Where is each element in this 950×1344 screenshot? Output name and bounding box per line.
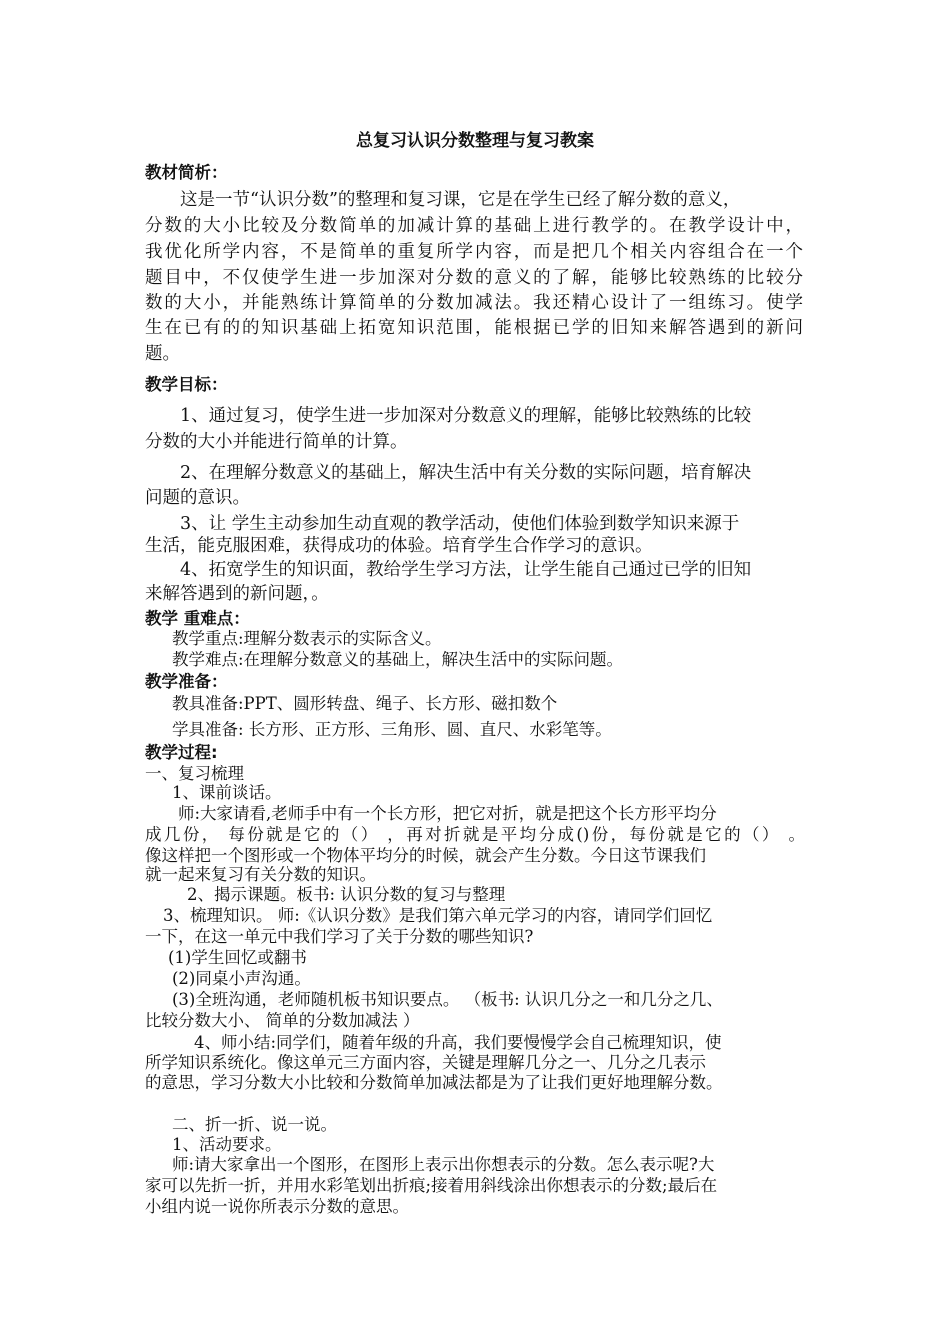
key-heading: 教学 重难点： xyxy=(145,609,250,628)
process-line: 二、折一折、说一说。 xyxy=(172,1115,337,1134)
process-line: 师:请大家拿出一个图形，在图形上表示出你想表示的分数。怎么表示呢?大 xyxy=(172,1155,715,1174)
prep-heading: 教学准备： xyxy=(145,672,228,691)
process-line: 的意思，学习分数大小比较和分数简单加减法都是为了让我们更好地理解分数。 xyxy=(145,1073,723,1092)
process-line: (1)学生回忆或翻书 xyxy=(168,948,307,967)
document-title: 总复习认识分数整理与复习教案 xyxy=(356,131,594,151)
goal-line: 1、通过复习，使学生进一步加深对分数意义的理解，能够比较熟练的比较 xyxy=(180,406,752,426)
goal-line: 来解答遇到的新问题，。 xyxy=(145,584,329,604)
process-line: 比较分数大小、 简单的分数加减法 ） xyxy=(145,1011,420,1030)
process-line: 3、梳理知识。 师:《认识分数》是我们第六单元学习的内容，请同学们回忆 xyxy=(163,906,713,925)
process-line: 成几份， 每份就是它的（） ，再对折就是平均分成()份，每份就是它的（） 。 xyxy=(145,825,805,844)
process-line: (2)同桌小声沟通。 xyxy=(172,969,311,988)
analysis-heading: 教材简析： xyxy=(145,163,228,182)
process-line: 1、课前谈话。 xyxy=(172,783,282,802)
analysis-line: 这是一节“认识分数”的整理和复习课，它是在学生已经了解分数的意义， xyxy=(180,190,741,210)
analysis-line: 我优化所学内容，不是简单的重复所学内容，而是把几个相关内容组合在一个 xyxy=(145,242,803,262)
analysis-line: 题目中，不仅使学生进一步加深对分数的意义的了解，能够比较熟练的比较分 xyxy=(145,268,803,288)
analysis-line: 数的大小，并能熟练计算简单的分数加减法。我还精心设计了一组练习。使学 xyxy=(145,293,803,313)
process-line: 小组内说一说你所表示分数的意思。 xyxy=(145,1197,409,1216)
process-line: 2、揭示课题。板书: 认识分数的复习与整理 xyxy=(187,885,506,904)
process-line: 就一起来复习有关分数的知识。 xyxy=(145,865,376,884)
goal-line: 3、让 学生主动参加生动直观的教学活动，使他们体验到数学知识来源于 xyxy=(180,514,740,534)
process-line: 师:大家请看,老师手中有一个长方形，把它对折，就是把这个长方形平均分 xyxy=(178,804,717,823)
process-line: 家可以先折一折，并用水彩笔划出折痕;接着用斜线涂出你想表示的分数;最后在 xyxy=(145,1176,718,1195)
goal-line: 生活，能克服困难，获得成功的体验。培育学生合作学习的意识。 xyxy=(145,536,653,556)
prep-line: 学具准备: 长方形、正方形、三角形、圆、直尺、水彩笔等。 xyxy=(172,720,612,739)
process-line: 4、师小结:同学们，随着年级的升高，我们要慢慢学会自己梳理知识，使 xyxy=(194,1033,722,1052)
key-line: 教学重点:理解分数表示的实际含义。 xyxy=(172,629,442,648)
goals-heading: 教学目标： xyxy=(145,375,228,394)
goal-line: 分数的大小并能进行简单的计算。 xyxy=(145,432,408,452)
process-line: (3)全班沟通，老师随机板书知识要点。 （板书: 认识几分之一和几分之几、 xyxy=(172,990,723,1009)
process-heading: 教学过程: xyxy=(145,743,218,762)
analysis-line: 分数的大小比较及分数简单的加减计算的基础上进行教学的。在教学设计中， xyxy=(145,216,803,236)
process-line: 所学知识系统化。像这单元三方面内容，关键是理解几分之一、几分之几表示 xyxy=(145,1053,706,1072)
key-line: 教学难点:在理解分数意义的基础上，解决生活中的实际问题。 xyxy=(172,650,624,669)
process-line: 一下，在这一单元中我们学习了关于分数的哪些知识? xyxy=(145,927,534,946)
process-line: 像这样把一个图形或一个物体平均分的时候，就会产生分数。今日这节课我们 xyxy=(145,846,706,865)
prep-line: 教具准备:PPT、圆形转盘、绳子、长方形、磁扣数个 xyxy=(172,694,558,713)
goal-line: 问题的意识。 xyxy=(145,488,250,508)
analysis-line: 生在已有的的知识基础上拓宽知识范围，能根据已学的旧知来解答遇到的新问 xyxy=(145,318,803,338)
process-line: 一、复习梳理 xyxy=(145,764,244,783)
goal-line: 2、在理解分数意义的基础上，解决生活中有关分数的实际问题，培育解决 xyxy=(180,463,752,483)
process-line: 1、活动要求。 xyxy=(172,1135,282,1154)
goal-line: 4、拓宽学生的知识面，教给学生学习方法，让学生能自己通过已学的旧知 xyxy=(180,560,752,580)
analysis-line: 题。 xyxy=(145,344,180,364)
